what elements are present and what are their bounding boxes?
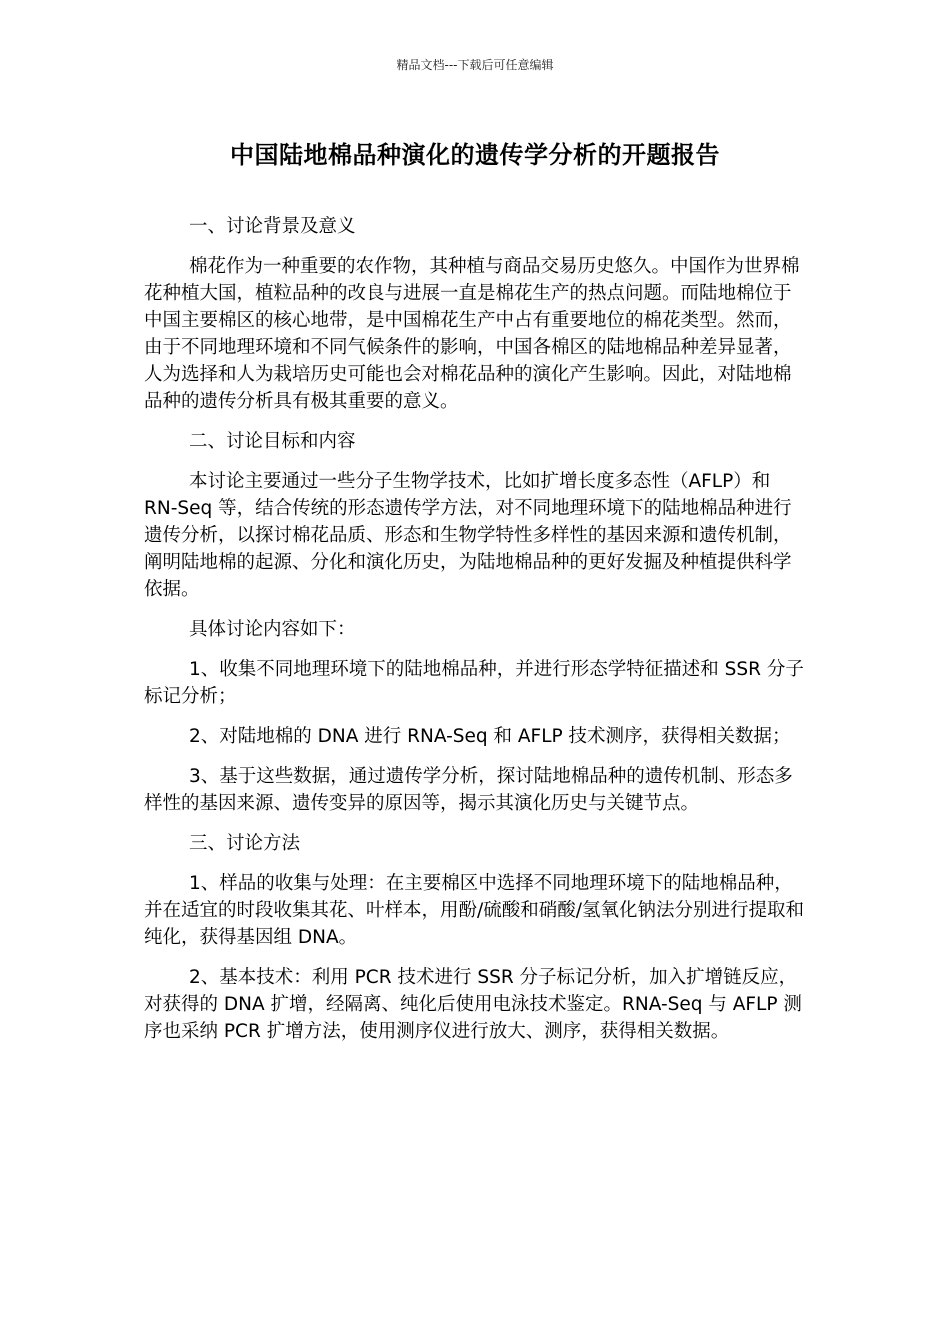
list-item-content-2: 2、对陆地棉的 DNA 进行 RNA-Seq 和 AFLP 技术测序，获得相关数据； [189,726,791,747]
list-item-method-1: 1、样品的收集与处理：在主要棉区中选择不同地理环境下的陆地棉品种，并在适宜的时段收集其花、叶样本，用酚/硫酸和硝酸/氢氧化钠法分别进行提取和纯化，获得基因组 DNA。 [144,873,804,948]
document-body [144,213,804,1058]
section-heading-methods: 三、讨论方法 [189,833,301,854]
list-item-content-1: 1、收集不同地理环境下的陆地棉品种，并进行形态学特征描述和 SSR 分子标记分析； [144,659,804,707]
page-header: 精品文档---下载后可任意编辑 [396,58,554,72]
paragraph-background: 棉花作为一种重要的农作物，其种植与商品交易历史悠久。中国作为世界棉花种植大国，植粒品种的改良与进展一直是棉花生产的热点问题。而陆地棉位于中国主要棉区的核心地带，是中国棉花生产中占有重要地位的棉花类型。然而，由于不同地理环境和不同气候条件的影响，中国各棉区的陆地棉品种差异显著，人为选择和人为栽培历史可能也会对棉花品种的演化产生影响。因此，对陆地棉品种的遗传分析具有极其重要的意义。 [144,256,800,412]
paragraph-content-intro: 具体讨论内容如下： [189,619,356,640]
section-heading-goals: 二、讨论目标和内容 [189,431,356,452]
section-heading-background: 一、讨论背景及意义 [189,216,356,237]
paragraph-goals: 本讨论主要通过一些分子生物学技术，比如扩增长度多态性（AFLP）和 RN-Seq 等，结合传统的形态遗传学方法，对不同地理环境下的陆地棉品种进行遗传分析，以探讨棉花品质、形态和生物学特性多样性的基因来源和遗传机制，阐明陆地棉的起源、分化和演化历史，为陆地棉品种的更好发掘及种植提供科学依据。 [144,471,792,600]
list-item-method-2: 2、基本技术：利用 PCR 技术进行 SSR 分子标记分析，加入扩增链反应，对获得的 DNA 扩增，经隔离、纯化后使用电泳技术鉴定。RNA-Seq 与 AFLP 测序也采纳 PCR 扩增方法，使用测序仪进行放大、测序，获得相关数据。 [144,967,802,1042]
list-item-content-3: 3、基于这些数据，通过遗传学分析，探讨陆地棉品种的遗传机制、形态多样性的基因来源、遗传变异的原因等，揭示其演化历史与关键节点。 [144,766,793,814]
document-title: 中国陆地棉品种演化的遗传学分析的开题报告 [230,141,720,169]
